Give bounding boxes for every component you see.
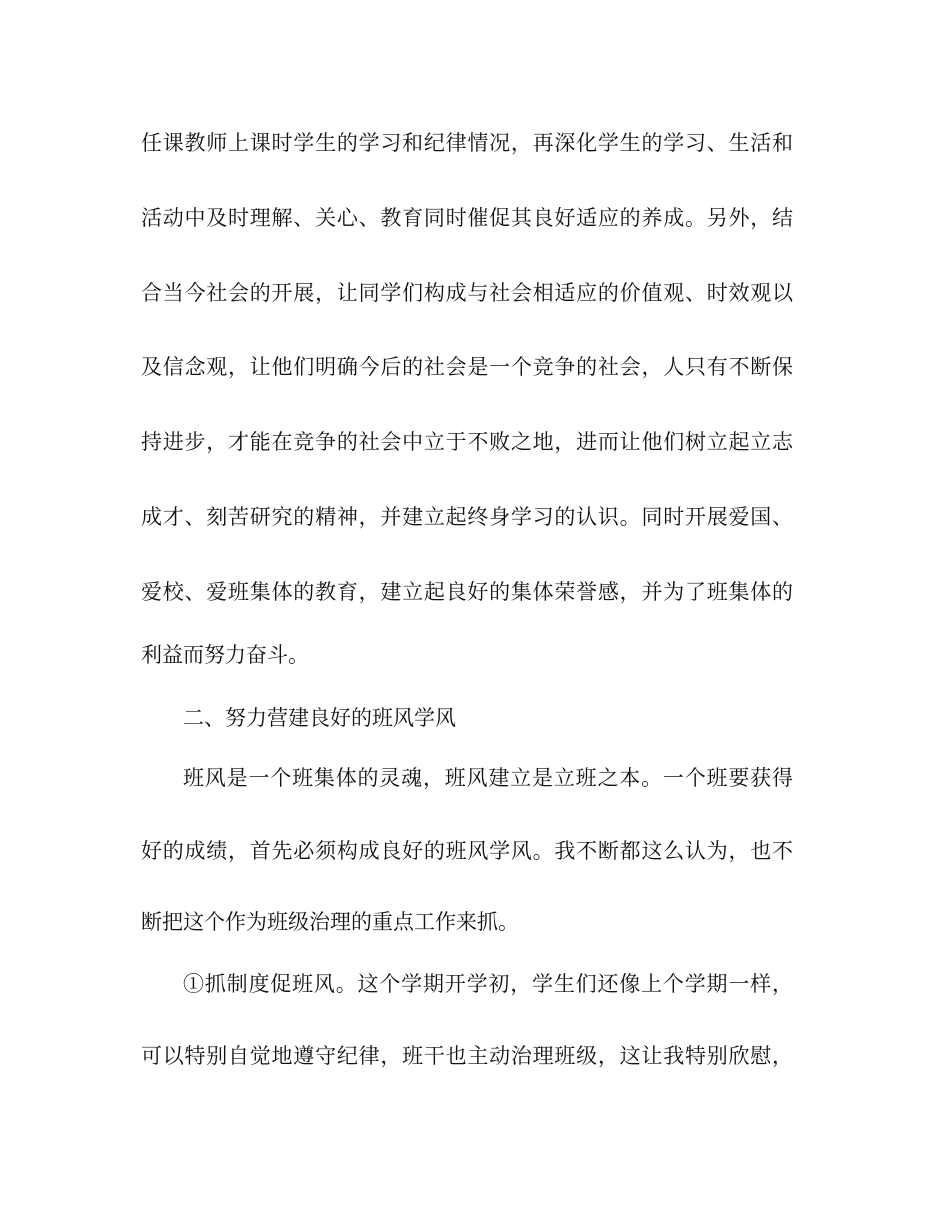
paragraph-line: ①抓制度促班风。这个学期开学初，学生们还像上个学期一样， — [183, 972, 793, 996]
section-heading: 二、努力营建良好的班风学风 — [183, 706, 456, 730]
paragraph-line: 合当今社会的开展，让同学们构成与社会相适应的价值观、时效观以 — [141, 281, 793, 305]
paragraph-line: 班风是一个班集体的灵魂，班风建立是立班之本。一个班要获得 — [183, 766, 793, 790]
paragraph-line: 利益而努力奋斗。 — [141, 643, 309, 667]
paragraph-line: 好的成绩，首先必须构成良好的班风学风。我不断都这么认为，也不 — [141, 839, 793, 863]
paragraph-line: 持进步，才能在竞争的社会中立于不败之地，进而让他们树立起立志 — [141, 430, 793, 454]
paragraph-line: 可以特别自觉地遵守纪律，班干也主动治理班级，这让我特别欣慰， — [141, 1044, 793, 1068]
paragraph-line: 爱校、爱班集体的教育，建立起良好的集体荣誉感，并为了班集体的 — [141, 580, 793, 604]
paragraph-line: 任课教师上课时学生的学习和纪律情况，再深化学生的学习、生活和 — [141, 131, 793, 155]
paragraph-line: 活动中及时理解、关心、教育同时催促其良好适应的养成。另外，结 — [141, 206, 793, 230]
paragraph-line: 成才、刻苦研究的精神，并建立起终身学习的认识。同时开展爱国、 — [141, 505, 793, 529]
paragraph-line: 及信念观，让他们明确今后的社会是一个竞争的社会，人只有不断保 — [141, 355, 793, 379]
paragraph-line: 断把这个作为班级治理的重点工作来抓。 — [141, 910, 519, 934]
